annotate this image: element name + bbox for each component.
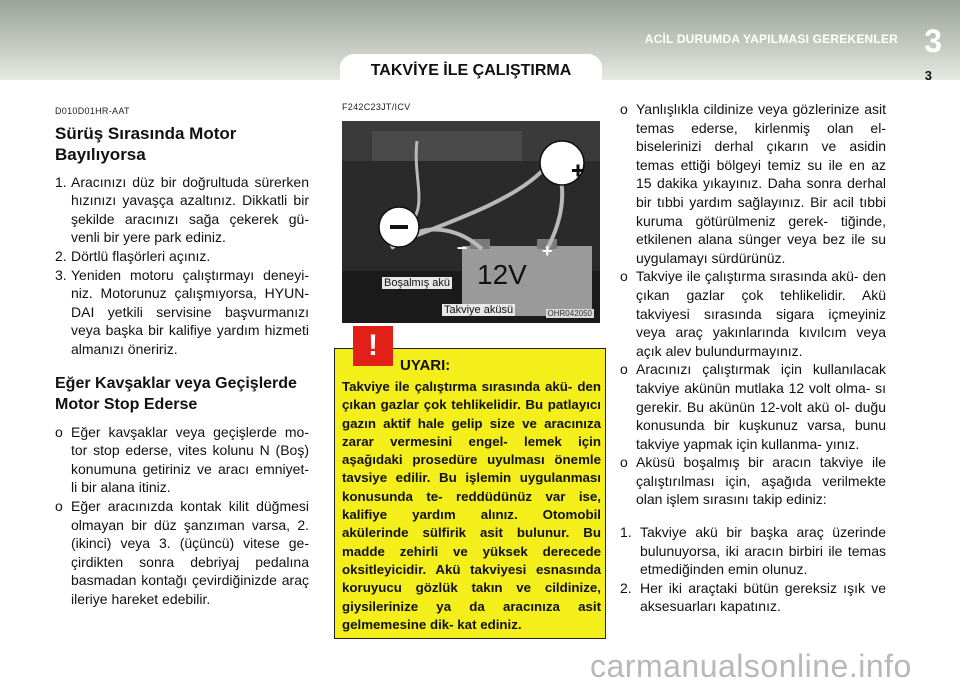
left-column (55, 102, 309, 608)
step-item: 1. Takviye akü bir başka araç üzerinde bulunuyorsa, iki aracın birbiri ile temas etmediğinden emin olunuz. (620, 524, 886, 578)
step-item: 1. Aracınızı düz bir doğrultuda sürerken hızınızı yavaşça azaltınız. Dikkatli bir şekilde aracınızı sağa çekerek gü- venli bir yere park ediniz. (55, 173, 309, 246)
step-item: 2. Dörtlü flaşörleri açınız. (55, 247, 211, 264)
section-heading: Sürüş Sırasında Motor Bayılıyorsa (55, 123, 237, 164)
step-item: 3. Yeniden motoru çalıştırmayı deneyi- niz. Motorunuz çalışmıyorsa, HYUN- DAI yetkili servisine başvurmanızı veya başka bir kalifiye yardım hizmeti almanızı öneririz. (55, 266, 309, 357)
bullet-item: o Yanlışlıkla cildinize veya gözlerinize asit temas ederse, kirlenmiş olan el- biselerinizi derhal çıkarın ve asidin temas ettiği bölgeyi temiz su ile en az 15 dakika yıkayınız. Daha sonra derhal bir tıbbi yardım sağlayınız. Bir acil tıbbi kuruma götürülmeniz gerek- tiğinde, etkilenen alana sünger veya bez ile su uygulamayı sürdürünüz. (620, 101, 886, 266)
bullet-item: o Takviye ile çalıştırma sırasında akü- den çıkan gazlar çok tehlikelidir. Akü takviyesi sırasında sigara içmeyiniz veya araç yakınlarında kıvılcım veya açık alev bulundurmayınız. (620, 268, 886, 359)
warning-text: Takviye ile çalıştırma sırasında akü- den çıkan gazlar çok tehlikelidir. Bu patlayıcı gazın aktif hale gelip size ve aracınıza zarar vermesini engel- lemek için aşağıdaki prosedüre uyulması önemle tavsiye edilir. Bu işlemin uygulanması konusunda te- reddüdünüz var ise, kalifiye yardım alınız. Otomobil akülerinde sülfirik asit bulunur. Bu madde zehirli ve yüksek derecede oksitleyicidir. Akü takviyesi esnasında koruyucu gözlük takın ve cildinize, giysilerinize ya da aracınıza asit gelmemesine dik- kat ediniz. (342, 379, 601, 632)
label-discharged-battery: Boşalmış akü (384, 277, 451, 289)
warning-icon: ! (353, 326, 393, 366)
bullet-item: o Aracınızı çalıştırmak için kullanılacak takviye akünün mutlaka 12 volt olma- sı gerekir. Bu akünün 12-volt akü ol- duğu konusunda bir kuşkunuz varsa, bunu takviye yapmak için kullanma- yınız. (620, 361, 886, 452)
plus-sign: + (542, 241, 553, 261)
warning-title: UYARI: (400, 357, 451, 374)
plus-callout (540, 141, 584, 185)
section-code: D010D01HR-AAT (55, 106, 130, 116)
step-item: 2. Her iki araçtaki bütün gereksiz ışık ve aksesuarları kapatınız. (620, 579, 886, 615)
bullet-item: o Aküsü boşalmış bir aracın takviye ile çalıştırılması için, aşağıda verilmekte olan işlem sırasını takip ediniz: (620, 454, 886, 508)
right-column (620, 100, 886, 616)
label-booster-battery: Takviye aküsü (444, 304, 514, 316)
chapter-number: 3 (924, 23, 942, 59)
minus-sign: – (457, 237, 468, 257)
section-title: TAKVİYE İLE ÇALIŞTIRMA (340, 54, 602, 88)
bullet-item: o Eğer aracınızda kontak kilit düğmesi olmayan bir düz şanzıman varsa, 2. (ikinci) veya 3. (üçüncü) vitese ge- çirdikten sonra debriyaj pedalına basmadan kontağı çevirdiğinizde araç ileriye hareket edebilir. (55, 497, 309, 607)
section-heading-2: Eğer Kavşaklar veya Geçişlerde Motor Stop Ederse (55, 374, 297, 413)
bullet-item: o Eğer kavşaklar veya geçişlerde mo- tor stop ederse, vites kolunu N (Boş) konumuna getiriniz ve aracı emniyet- li bir alana itiniz. (55, 423, 309, 496)
battery-voltage: 12V (477, 259, 527, 290)
page-number: 3 (924, 68, 932, 83)
watermark: carmanualsonline.info (590, 648, 912, 684)
chapter-title: ACİL DURUMDA YAPILMASI GEREKENLER (644, 32, 898, 46)
jump-start-photo (342, 121, 600, 323)
figure-code: F242C23JT/ICV (342, 102, 411, 112)
photo-code: OHR042050 (547, 309, 592, 318)
jump-start-illustration (342, 121, 600, 323)
